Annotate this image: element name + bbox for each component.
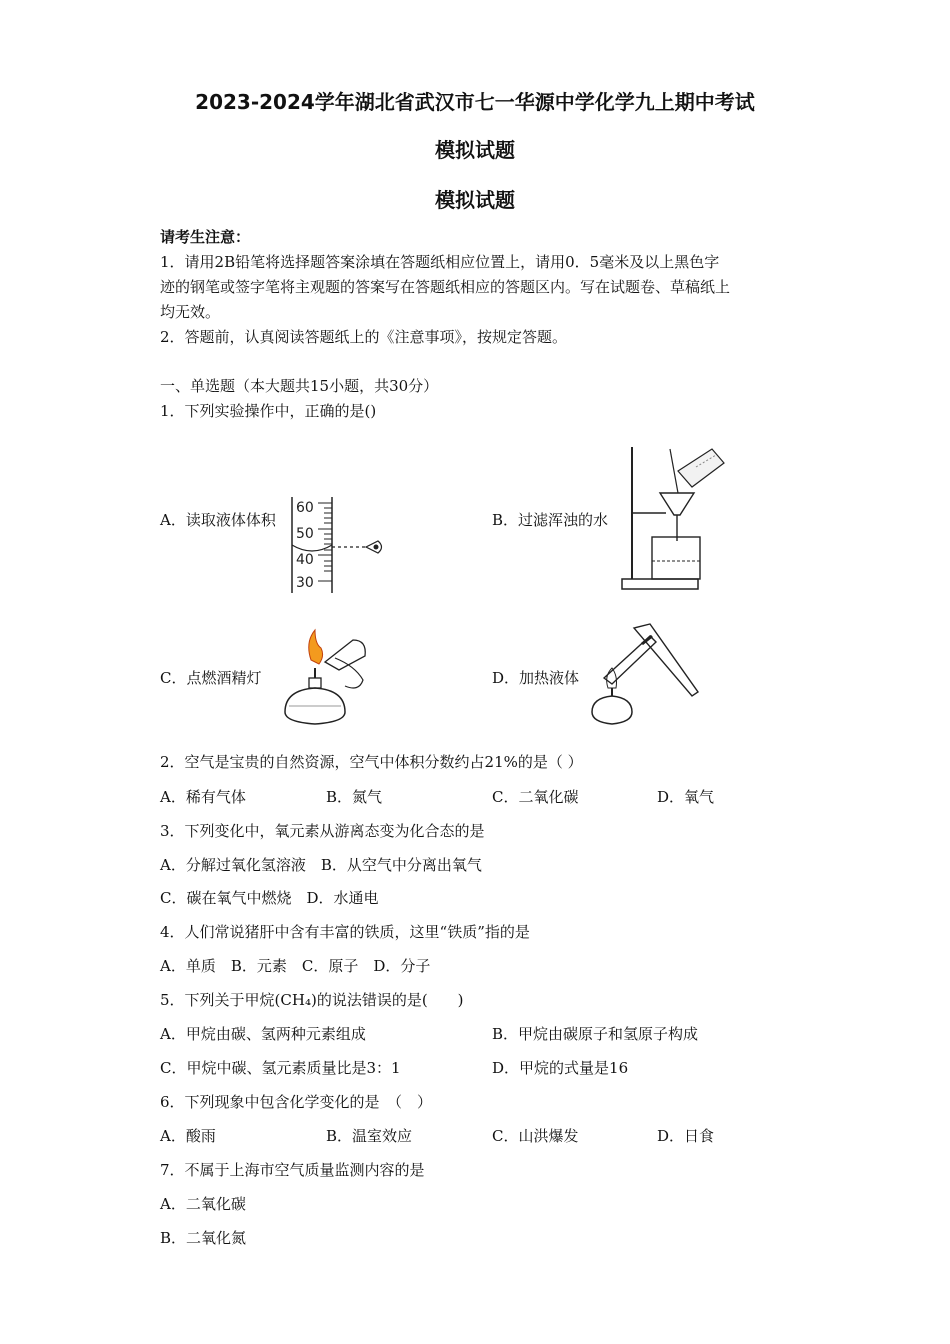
q3-stem: 3．下列变化中，氧元素从游离态变为化合态的是 xyxy=(160,822,485,840)
q1-option-b: B．过滤浑浊的水 xyxy=(492,511,609,529)
notice-item1-line2: 迹的钢笔或签字笔将主观题的答案写在答题纸相应的答题区内。写在试题卷、草稿纸上 xyxy=(160,278,731,296)
cylinder-mark-60: 60 xyxy=(296,500,314,516)
q2-option-b: B．氮气 xyxy=(326,788,383,806)
q3-options-cd: C．碳在氧气中燃烧 D．水通电 xyxy=(160,889,379,907)
cylinder-mark-50: 50 xyxy=(296,526,314,542)
exam-title-line3: 模拟试题 xyxy=(435,188,515,212)
q6-stem: 6．下列现象中包含化学变化的是 （ ） xyxy=(160,1093,433,1111)
q1-stem: 1．下列实验操作中，正确的是() xyxy=(160,402,377,420)
filtration-figure xyxy=(620,443,730,595)
notice-heading: 请考生注意： xyxy=(160,228,251,246)
q5-stem: 5．下列关于甲烷(CH₄)的说法错误的是( ) xyxy=(160,991,464,1009)
q2-stem: 2．空气是宝贵的自然资源，空气中体积分数约占21%的是（ ） xyxy=(160,753,583,771)
q1-option-a: A．读取液体体积 xyxy=(160,511,276,529)
cylinder-mark-40: 40 xyxy=(296,552,314,568)
notice-item1-line1: 1．请用2B铅笔将选择题答案涂填在答题纸相应位置上，请用0．5毫米及以上黑色字 xyxy=(160,253,720,271)
q7-option-b: B．二氧化氮 xyxy=(160,1229,247,1247)
cylinder-mark-30: 30 xyxy=(296,575,314,591)
q6-option-a: A．酸雨 xyxy=(160,1127,216,1145)
exam-title-line1: 2023-2024学年湖北省武汉市七一华源中学化学九上期中考试 xyxy=(195,90,755,114)
alcohol-lamp-lighting-figure xyxy=(275,622,375,728)
q4-stem: 4．人们常说猪肝中含有丰富的铁质，这里“铁质”指的是 xyxy=(160,923,530,941)
q6-option-b: B．温室效应 xyxy=(326,1127,413,1145)
q2-option-c: C．二氧化碳 xyxy=(492,788,579,806)
exam-title-line2: 模拟试题 xyxy=(435,138,515,162)
q3-options-ab: A．分解过氧化氢溶液 B．从空气中分离出氧气 xyxy=(160,856,482,874)
q2-option-d: D．氧气 xyxy=(657,788,715,806)
q4-options: A．单质 B．元素 C．原子 D．分子 xyxy=(160,957,431,975)
q1-option-c: C．点燃酒精灯 xyxy=(160,669,262,687)
notice-item1-line3: 均无效。 xyxy=(160,303,221,321)
section1-heading: 一、单选题（本大题共15小题，共30分） xyxy=(160,377,439,395)
q6-option-d: D．日食 xyxy=(657,1127,715,1145)
notice-item2: 2．答题前，认真阅读答题纸上的《注意事项》，按规定答题。 xyxy=(160,328,568,346)
q7-option-a: A．二氧化碳 xyxy=(160,1195,246,1213)
q7-stem: 7．不属于上海市空气质量监测内容的是 xyxy=(160,1161,425,1179)
q6-option-c: C．山洪爆发 xyxy=(492,1127,579,1145)
q5-option-c: C．甲烷中碳、氢元素质量比是3：1 xyxy=(160,1059,401,1077)
heating-liquid-figure xyxy=(590,618,705,730)
graduated-cylinder-figure xyxy=(288,495,388,595)
q2-option-a: A．稀有气体 xyxy=(160,788,246,806)
q5-option-d: D．甲烷的式量是16 xyxy=(492,1059,629,1077)
q5-option-a: A．甲烷由碳、氢两种元素组成 xyxy=(160,1025,366,1043)
q5-option-b: B．甲烷由碳原子和氢原子构成 xyxy=(492,1025,699,1043)
q1-option-d: D．加热液体 xyxy=(492,669,580,687)
